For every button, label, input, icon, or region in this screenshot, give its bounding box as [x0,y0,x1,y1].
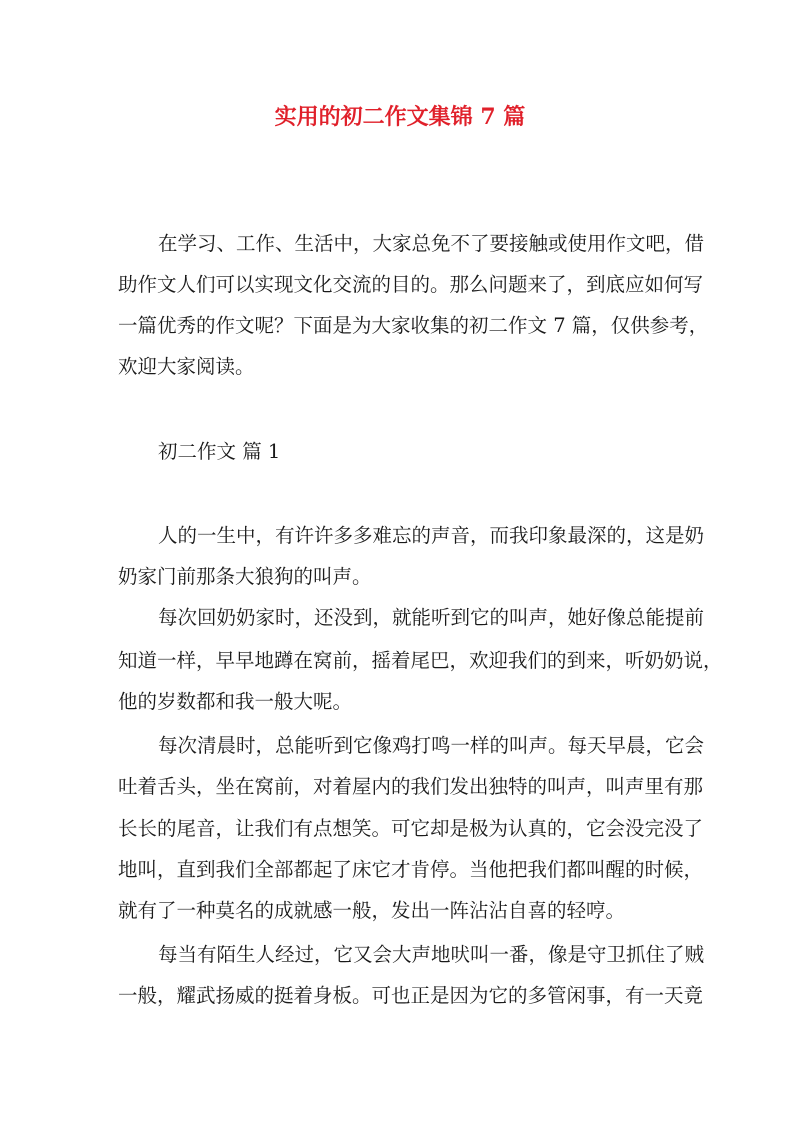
body-line: 奶家门前那条大狼狗的叫声。 [118,565,372,588]
intro-line: 在学习、工作、生活中，大家总免不了要接触或使用作文吧，借 [158,232,705,255]
body-line: 他的岁数都和我一般大呢。 [118,690,353,713]
body-line: 吐着舌头，坐在窝前，对着屋内的我们发出独特的叫声，叫声里有那 [118,775,704,798]
intro-line: 欢迎大家阅读。 [118,355,255,378]
body-line: 一般，耀武扬威的挺着身板。可也正是因为它的多管闲事，有一天竟 [118,984,704,1007]
intro-line: 助作文人们可以实现文化交流的目的。那么问题来了，到底应如何写 [118,273,704,296]
document-title: 实用的初二作文集锦 7 篇 [274,104,526,130]
body-line: 地叫，直到我们全部都起了床它才肯停。当他把我们都叫醒的时候， [118,858,704,881]
body-line: 每当有陌生人经过，它又会大声地吠叫一番，像是守卫抓住了贼 [158,943,705,966]
body-line: 每次清晨时，总能听到它像鸡打鸣一样的叫声。每天早晨，它会 [158,734,705,757]
section-heading: 初二作文 篇 1 [158,440,281,463]
body-line: 长长的尾音，让我们有点想笑。可它却是极为认真的，它会没完没了 [118,817,704,840]
intro-line: 一篇优秀的作文呢？下面是为大家收集的初二作文 7 篇，仅供参考， [118,314,709,337]
body-line: 就有了一种莫名的成就感一般，发出一阵沾沾自喜的轻哼。 [118,899,626,922]
body-line: 每次回奶奶家时，还没到，就能听到它的叫声，她好像总能提前 [158,606,705,629]
body-line: 人的一生中，有许许多多难忘的声音，而我印象最深的，这是奶 [158,524,705,547]
body-line: 知道一样，早早地蹲在窝前，摇着尾巴，欢迎我们的到来，听奶奶说， [118,649,723,672]
